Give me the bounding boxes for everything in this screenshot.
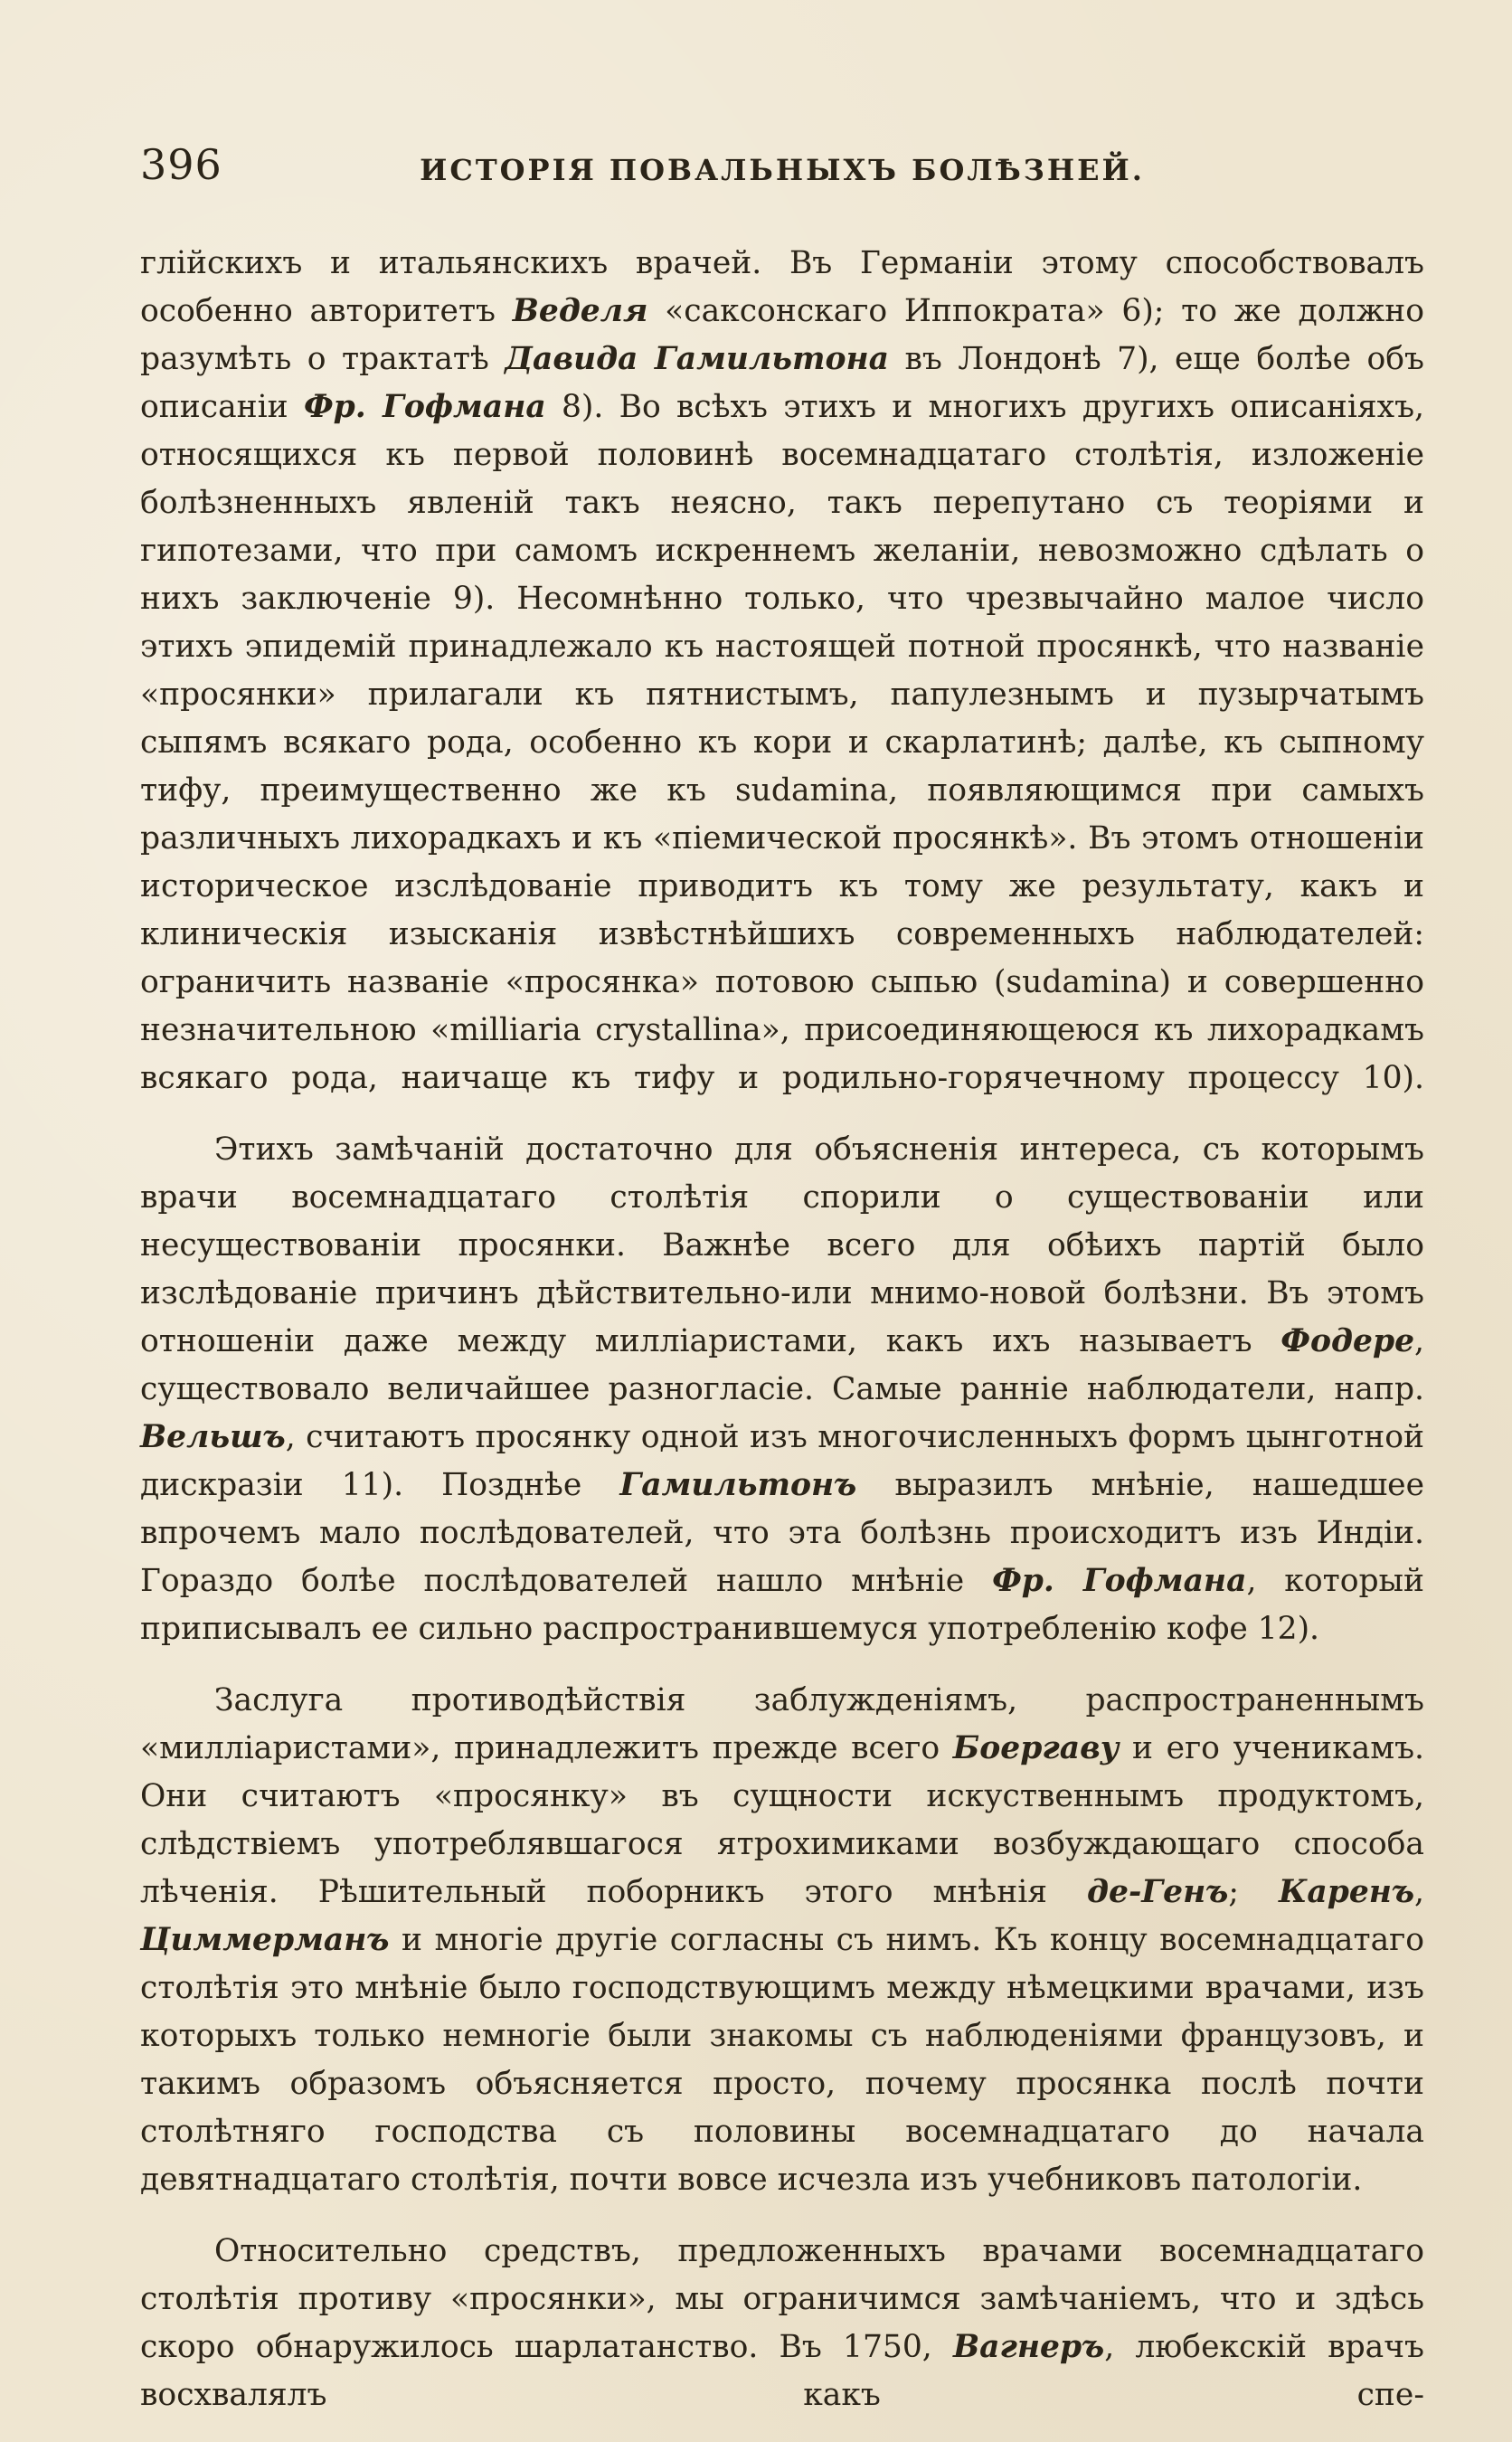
page-header <box>140 140 1424 194</box>
paragraph-text: 8). Во всѣхъ этихъ и многихъ другихъ описаніяхъ, относящихся къ первой половинѣ восемнадцатаго столѣтія, изложеніе болѣзненныхъ явленій такъ неясно, такъ перепутано съ теоріями и гипотезами, что при самомъ искреннемъ желаніи, невозможно сдѣлать о нихъ заключеніе 9). Несомнѣнно только, что чрезвычайно малое число этихъ эпидемій принадлежало къ настоящей потной просянкѣ, что названіе «просянки» прилагали къ пятнистымъ, папулезнымъ и пузырчатымъ сыпямъ всякаго рода, особенно къ кори и скарлатинѣ; далѣе, къ сыпному тифу, преимущественно же къ sudamina, появляющимся при самыхъ различныхъ лихорадкахъ и къ «піемической просянкѣ». Въ этомъ отношеніи историческое изслѣдованіе приводитъ къ тому же результату, какъ и клиническія изысканія извѣстнѣйшихъ современныхъ наблюдателей: ограничить названіе «просянка» потовою сыпью (sudamina) и совершенно незначительною «milliaria crystallina», присоединяющеюся къ лихорадкамъ всякаго рода, наичаще къ тифу и родильно-горячечному процессу 10). <box>140 389 1425 1096</box>
person-name: Фр. Гофмана <box>992 1563 1247 1599</box>
paragraph-text: , <box>1414 1874 1425 1910</box>
person-name: Вельшъ <box>140 1419 286 1455</box>
person-name: Фр. Гофмана <box>303 389 546 425</box>
paragraph-1 <box>140 240 1424 1103</box>
person-name: Фодере <box>1280 1323 1415 1359</box>
paragraph-text: «саксонскаго Иппократа» 6); то же должно разумѣть о трактатѣ <box>140 293 1424 377</box>
paragraph-text: , который приписывалъ ее сильно распространившемуся употребленію кофе 12). <box>140 1563 1424 1647</box>
paragraph-text: , считаютъ просянку одной изъ многочисленныхъ формъ цынготной дискразіи 11). Позднѣе <box>140 1419 1424 1503</box>
paragraph-text: Этихъ замѣчаній достаточно для объясненія интереса, съ которымъ врачи восемнадцатаго столѣтія спорили о существованіи или несуществованіи просянки. Важнѣе всего для обѣихъ партій было изслѣдованіе причинъ дѣйствительно-или мнимо-новой болѣзни. Въ этомъ отношеніи даже между милліаристами, какъ ихъ называетъ <box>140 1131 1424 1359</box>
running-title: ИСТОРІЯ ПОВАЛЬНЫХЪ БОЛѢЗНЕЙ. <box>420 153 1145 187</box>
paragraph-4 <box>140 2228 1424 2419</box>
body-text <box>140 240 1424 2419</box>
paragraph-text: , существовало величайшее разногласіе. Самые ранніе наблюдатели, напр. <box>140 1323 1424 1407</box>
person-name: Циммерманъ <box>140 1922 390 1958</box>
paragraph-3 <box>140 1677 1424 2204</box>
person-name: Вагнеръ <box>952 2329 1105 2365</box>
paragraph-text: въ Лондонѣ 7), еще болѣе объ описаніи <box>140 341 1425 425</box>
person-name: де-Генъ <box>1087 1874 1229 1910</box>
person-name: Давида Гамильтона <box>505 341 890 377</box>
paragraph-text: ; <box>1228 1874 1279 1910</box>
paragraph-2 <box>140 1126 1424 1653</box>
paragraph-text: глійскихъ и итальянскихъ врачей. Въ Германіи этому способствовалъ особенно авторитетъ <box>140 245 1424 329</box>
page-number: 396 <box>140 140 222 189</box>
paragraph-text: выразилъ мнѣніе, нашедшее впрочемъ мало послѣдователей, что эта болѣзнь происходитъ изъ Индіи. Гораздо болѣе послѣдователей нашло мнѣніе <box>140 1467 1424 1599</box>
paragraph-text: Заслуга противодѣйствія заблужденіямъ, распространеннымъ «милліаристами», принадлежитъ прежде всего <box>140 1682 1424 1766</box>
paragraph-text: и многіе другіе согласны съ нимъ. Къ концу восемнадцатаго столѣтія это мнѣніе было господствующимъ между нѣмецкими врачами, изъ которыхъ только немногіе были знакомы съ наблюденіями французовъ, и такимъ образомъ объясняется просто, почему просянка послѣ почти столѣтняго господства съ половины восемнадцатаго до начала девятнадцатаго столѣтія, почти вовсе исчезла изъ учебниковъ патологіи. <box>140 1922 1424 2198</box>
person-name: Веделя <box>512 293 648 329</box>
paragraph-text: Относительно средствъ, предложенныхъ врачами восемнадцатаго столѣтія противу «просянки», мы ограничимся замѣчаніемъ, что и здѣсь скоро обнаружилось шарлатанство. Въ 1750, <box>140 2233 1424 2365</box>
paragraph-text: и его ученикамъ. Они считаютъ «просянку» въ сущности искуственнымъ продуктомъ, слѣдствіемъ употреблявшагося ятрохимиками возбуждающаго способа лѣченія. Рѣшительный поборникъ этого мнѣнія <box>140 1730 1424 1910</box>
person-name: Боергаву <box>952 1730 1120 1766</box>
person-name: Каренъ <box>1279 1874 1415 1910</box>
paragraph-text: , любекскій врачъ восхвалялъ какъ спе- <box>140 2329 1424 2413</box>
person-name: Гамильтонъ <box>619 1467 857 1503</box>
